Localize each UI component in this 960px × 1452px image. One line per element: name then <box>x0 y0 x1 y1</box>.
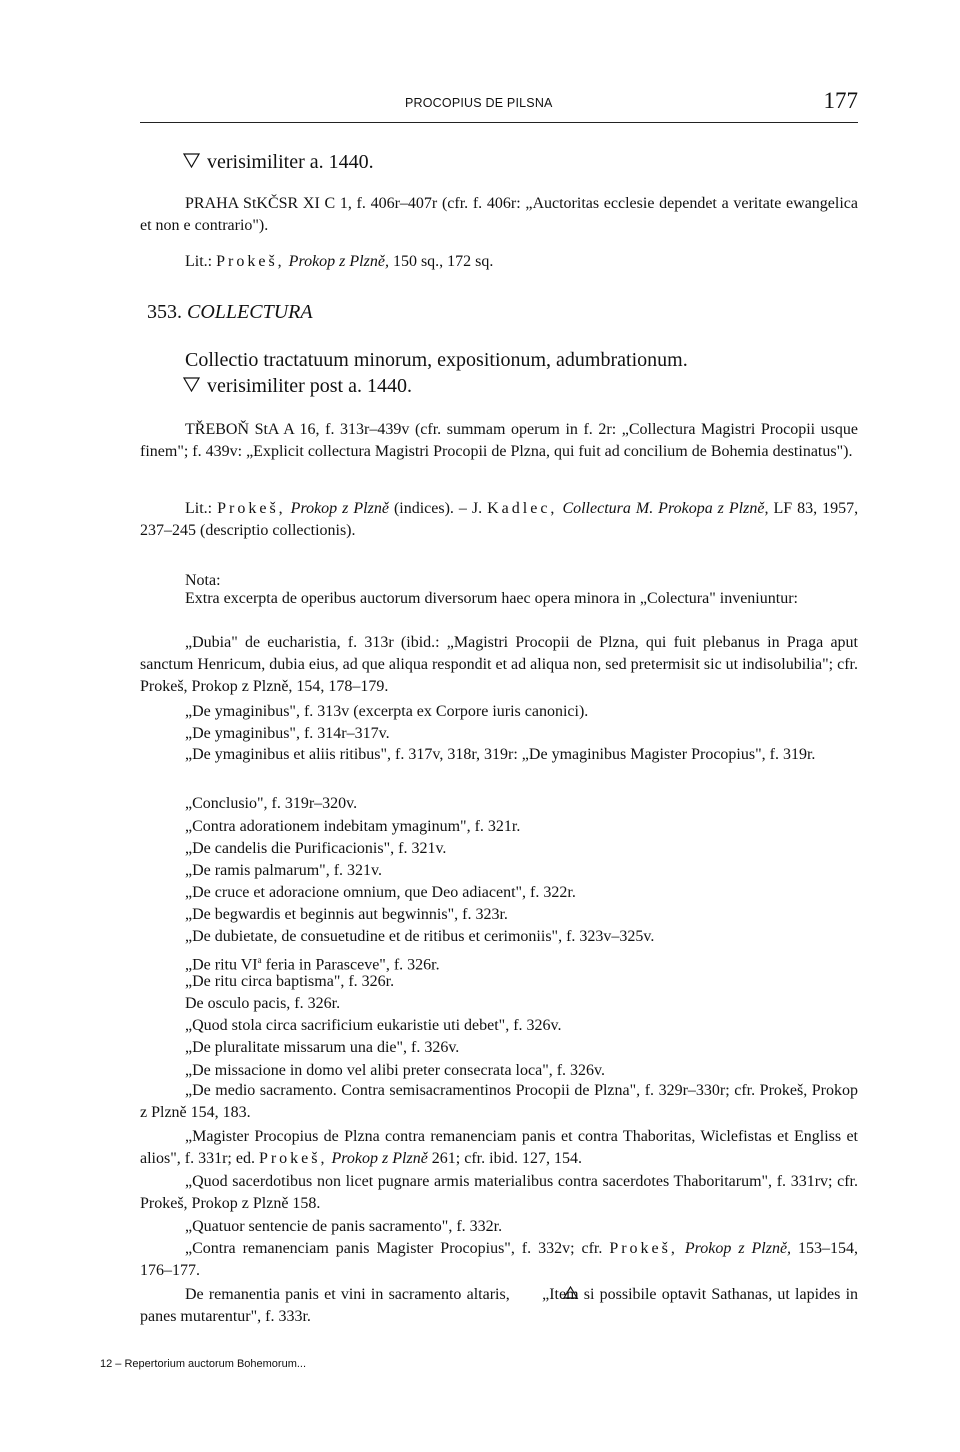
prev-entry-date: verisimiliter a. 1440. <box>183 150 374 174</box>
list-item: „Quod sacerdotibus non licet pugnare armis materialibus contra sacerdotes Thaboritarum", f. 331rv; cfr. Prokeš, Prokop z Plzně 158. <box>140 1173 858 1212</box>
nota-label: Nota: <box>185 572 221 589</box>
list-item: „Contra remanenciam panis Magister Procopius", f. 332v; cfr. Prokeš, Prokop z Plzně, 153–154, 176–177. <box>140 1240 859 1279</box>
list-item: „De cruce et adoracione omnium, que Deo adiacent", f. 322r. <box>185 884 576 901</box>
list-item: „De candelis die Purificacionis", f. 321v. <box>185 840 447 857</box>
list-item: „Quatuor sentencie de panis sacramento", f. 332r. <box>185 1218 503 1235</box>
entry-date: verisimiliter post a. 1440. <box>183 374 412 398</box>
list-item: De osculo pacis, f. 326r. <box>185 995 341 1012</box>
entry-number: 353. <box>147 301 182 323</box>
page-header <box>140 88 858 122</box>
page-number: 177 <box>823 88 858 113</box>
list-item: „De dubietate, de consuetudine et de ritibus et cerimoniis", f. 323v–325v. <box>185 928 655 945</box>
footer-signature: 12 – Repertorium auctorum Bohemorum... <box>100 1358 307 1370</box>
list-item: „Conclusio", f. 319r–320v. <box>185 795 358 812</box>
list-item: „De ymaginibus", f. 314r–317v. <box>185 725 390 742</box>
down-triangle-icon <box>183 374 201 398</box>
list-item: „De pluralitate missarum una die", f. 326v. <box>185 1039 460 1056</box>
list-item: „Dubia" de eucharistia, f. 313r (ibid.: „Magistri Procopii de Plzna, qui fuit plebanus in Praga aput sanctum Henricum, dubia eius, ad que aliqua respondit et ad aliqua non, sed pretermisit sic ut indisolubilia"; cfr. Prokeš, Prokop z Plzně, 154, 178–179. <box>140 634 858 695</box>
header-rule <box>140 122 858 123</box>
list-item: „De ramis palmarum", f. 321v. <box>185 862 382 879</box>
running-head: PROCOPIUS DE PILSNA <box>405 96 553 110</box>
prev-entry-literature: Lit.: Prokeš, Prokop z Plzně, 150 sq., 172 sq. <box>185 253 494 270</box>
prev-entry-manuscript: PRAHA StKČSR XI C 1, f. 406r–407r (cfr. f. 406r: „Auctoritas ecclesie dependet a veritate ewangelica et non e contrario"). <box>140 195 858 234</box>
list-item: „De ritu $VI^a$ feria in Parasceve", f. 326r. <box>185 955 440 974</box>
entry-title: COLLECTURA <box>187 301 313 323</box>
list-item: „Magister Procopius de Plzna contra remanenciam panis et contra Thaboritas, Wiclefistas et Engliss et alios", f. 331r; ed. Prokeš, Prokop z Plzně 261; cfr. ibid. 127, 154. <box>140 1128 858 1167</box>
entry-heading <box>147 300 313 324</box>
entry-description: Collectio tractatuum minorum, expositionum, adumbrationum. <box>185 349 688 371</box>
up-triangle-icon <box>518 1284 534 1306</box>
list-item: „De missacione in domo vel alibi preter consecrata loca", f. 326v. <box>185 1062 606 1079</box>
list-item: „De medio sacramento. Contra semisacramentinos Procopii de Plzna", f. 329r–330r; cfr. Prokeš, Prokop z Plzně 154, 183. <box>140 1082 858 1121</box>
list-item: „Contra adorationem indebitam ymaginum", f. 321r. <box>185 818 521 835</box>
list-item: „Quod stola circa sacrificium eukaristie uti debet", f. 326v. <box>185 1017 562 1034</box>
nota-intro: Extra excerpta de operibus auctorum diversorum haec opera minora in „Colectura" inveniuntur: <box>185 590 798 607</box>
list-item: „De ymaginibus et aliis ritibus", f. 317v, 318r, 319r: „De ymaginibus Magister Procopius", f. 319r. <box>185 746 816 763</box>
entry-literature: Lit.: Prokeš, Prokop z Plzně (indices). – J. Kadlec, Collectura M. Prokopa z Plzně, LF 83, 1957, 237–245 (descriptio collectionis). <box>140 500 859 539</box>
entry-manuscript: TŘEBOŇ StA A 16, f. 313r–439v (cfr. summam operum in f. 2r: „Collectura Magistri Procopii usque finem"; f. 439v: „Explicit collectura Magistri Procopii de Plzna, qui fuit ad concilium de Bohemia destinatus"). <box>140 421 858 460</box>
list-item: De remanentia panis et vini in sacramento altaris, „Item si possibile optavit Sathanas, ut lapides in panes mutarentur", f. 333r. <box>140 1286 859 1325</box>
list-item: „De ymaginibus", f. 313v (excerpta ex Corpore iuris canonici). <box>185 703 589 720</box>
list-item: „De ritu circa baptisma", f. 326r. <box>185 973 395 990</box>
list-item: „De begwardis et beginnis aut begwinnis", f. 323r. <box>185 906 508 923</box>
down-triangle-icon <box>183 150 201 174</box>
